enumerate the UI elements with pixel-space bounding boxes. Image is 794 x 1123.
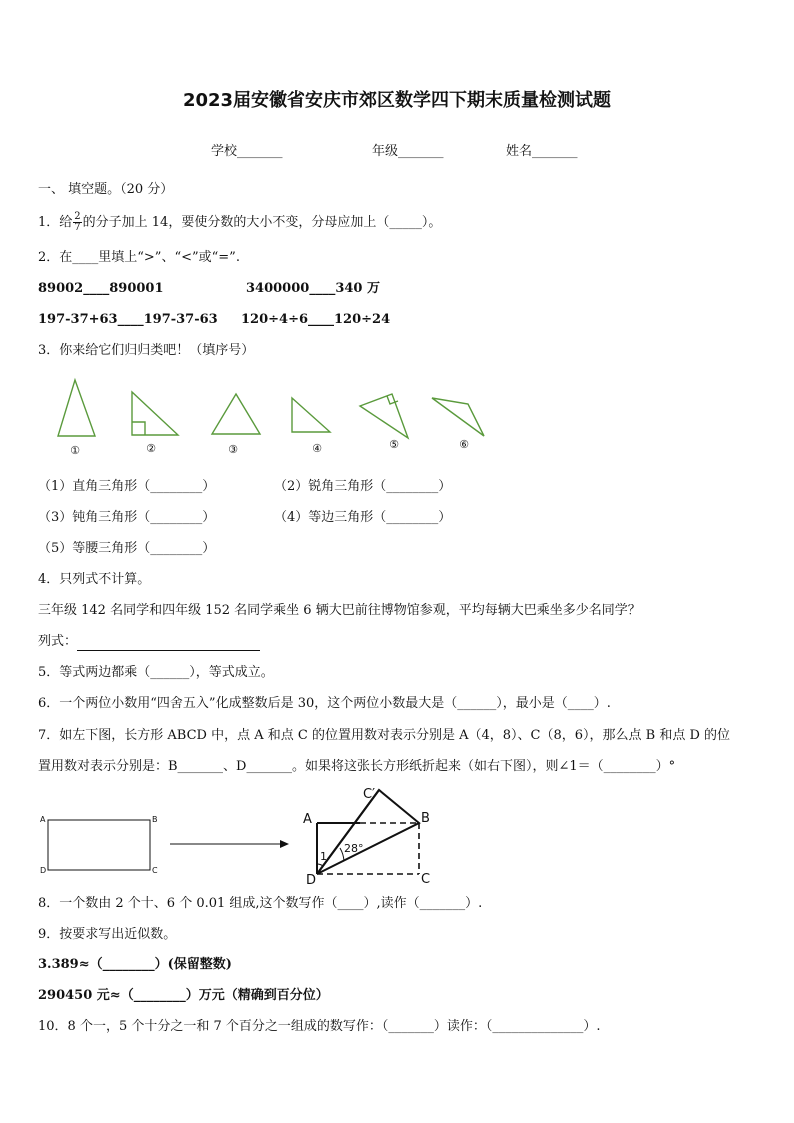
- triangle-5: [360, 394, 408, 438]
- q3-option-2: （2）锐角三角形（________）: [274, 479, 452, 494]
- rect-label-d: D: [40, 866, 47, 875]
- q2-item-b: 3400000____340 万: [246, 281, 380, 296]
- question-1: [38, 212, 441, 233]
- angle-28-label: 28°: [344, 842, 364, 855]
- section-heading: 一、 填空题。（20 分）: [38, 182, 174, 197]
- question-8: 8．一个数由 2 个十、6 个 0.01 组成,这个数写作（____）,读作（_______）.: [38, 896, 483, 911]
- angle-1-label: 1: [320, 850, 327, 863]
- q1-fraction-numerator: 2: [74, 211, 81, 222]
- q3-option-1: （1）直角三角形（________）: [38, 479, 216, 494]
- rect-label-b: B: [152, 815, 158, 824]
- triangle-label-2: ②: [146, 442, 156, 455]
- q4-answer-blank: [77, 636, 260, 651]
- fold-label-a: A: [303, 812, 312, 827]
- q3-option-4: （4）等边三角形（________）: [274, 510, 452, 525]
- rectangle-abcd-figure: [38, 812, 168, 878]
- triangle-2: [132, 392, 178, 435]
- question-3-prompt: 3．你来给它们归归类吧！（填序号）: [38, 343, 255, 358]
- question-2-prompt: 2．在____里填上“>”、“<”或“=”.: [38, 250, 240, 265]
- triangle-label-3: ③: [228, 443, 238, 456]
- question-5: 5．等式两边都乘（______），等式成立。: [38, 665, 274, 680]
- question-10: 10．8 个一，5 个十分之一和 7 个百分之一组成的数写作：（_______）读作：（______________）.: [38, 1019, 601, 1034]
- triangle-1: [58, 380, 95, 436]
- q1-suffix: 的分子加上 14，要使分数的大小不变，分母应加上（_____）。: [82, 215, 442, 230]
- q3-option-3: （3）钝角三角形（________）: [38, 510, 216, 525]
- fold-label-c-prime: C′: [363, 787, 376, 802]
- question-6: 6．一个两位小数用“四舍五入”化成整数后是 30，这个两位小数最大是（______），最小是（____）.: [38, 696, 611, 711]
- question-7-line-1: 7．如左下图，长方形 ABCD 中，点 A 和点 C 的位置用数对表示分别是 A（4，8）、C（8，6），那么点 B 和点 D 的位: [38, 728, 731, 743]
- page-title: 2023届安徽省安庆市郊区数学四下期末质量检测试题: [182, 90, 612, 111]
- triangle-6: [432, 398, 484, 436]
- triangle-label-4: ④: [312, 442, 322, 455]
- q9-item-a: 3.389≈（________）(保留整数): [38, 957, 232, 972]
- rect-label-a: A: [40, 815, 46, 824]
- triangles-figure: [40, 372, 510, 462]
- right-angle-mark-2: [132, 422, 145, 435]
- q1-fraction: [73, 212, 81, 233]
- q1-prefix: 1．给: [38, 215, 73, 230]
- triangle-label-6: ⑥: [459, 438, 469, 451]
- q2-item-a: 89002____890001: [38, 281, 164, 296]
- triangle-label-1: ①: [70, 444, 80, 457]
- q1-fraction-denominator: 7: [74, 222, 81, 233]
- arrow-icon: [168, 836, 292, 852]
- school-field: 学校_______: [211, 144, 283, 159]
- question-7-line-2: 置用数对表示分别是：B_______、D_______。如果将这张长方形纸折起来（如右下图），则∠1＝（________）°: [38, 759, 676, 774]
- fold-label-d: D: [306, 873, 317, 888]
- q4-text: 三年级 142 名同学和四年级 152 名同学乘坐 6 辆大巴前往博物馆参观，平均每辆大巴乘坐多少名同学？: [38, 603, 641, 618]
- q2-item-c: 197-37+63____197-37-63: [38, 312, 218, 327]
- rectangle-abcd: [48, 820, 150, 870]
- q9-item-b: 290450 元≈（________）万元（精确到百分位）: [38, 988, 329, 1003]
- rect-label-c: C: [152, 866, 158, 875]
- q2-item-d: 120÷4÷6____120÷24: [241, 312, 391, 327]
- q4-formula-label: 列式：: [38, 634, 78, 649]
- question-4-prompt: 4．只列式不计算。: [38, 572, 151, 587]
- q4-formula-line: [38, 633, 260, 651]
- fold-label-c: C: [421, 872, 431, 887]
- q3-option-5: （5）等腰三角形（________）: [38, 541, 216, 556]
- folded-rectangle-figure: [300, 780, 440, 890]
- question-9-prompt: 9．按要求写出近似数。: [38, 927, 177, 942]
- triangle-label-5: ⑤: [389, 438, 399, 451]
- fold-label-b: B: [421, 811, 430, 826]
- grade-field: 年级_______: [372, 144, 444, 159]
- triangle-3: [212, 394, 260, 434]
- name-field: 姓名_______: [506, 144, 578, 159]
- triangle-4: [292, 398, 330, 432]
